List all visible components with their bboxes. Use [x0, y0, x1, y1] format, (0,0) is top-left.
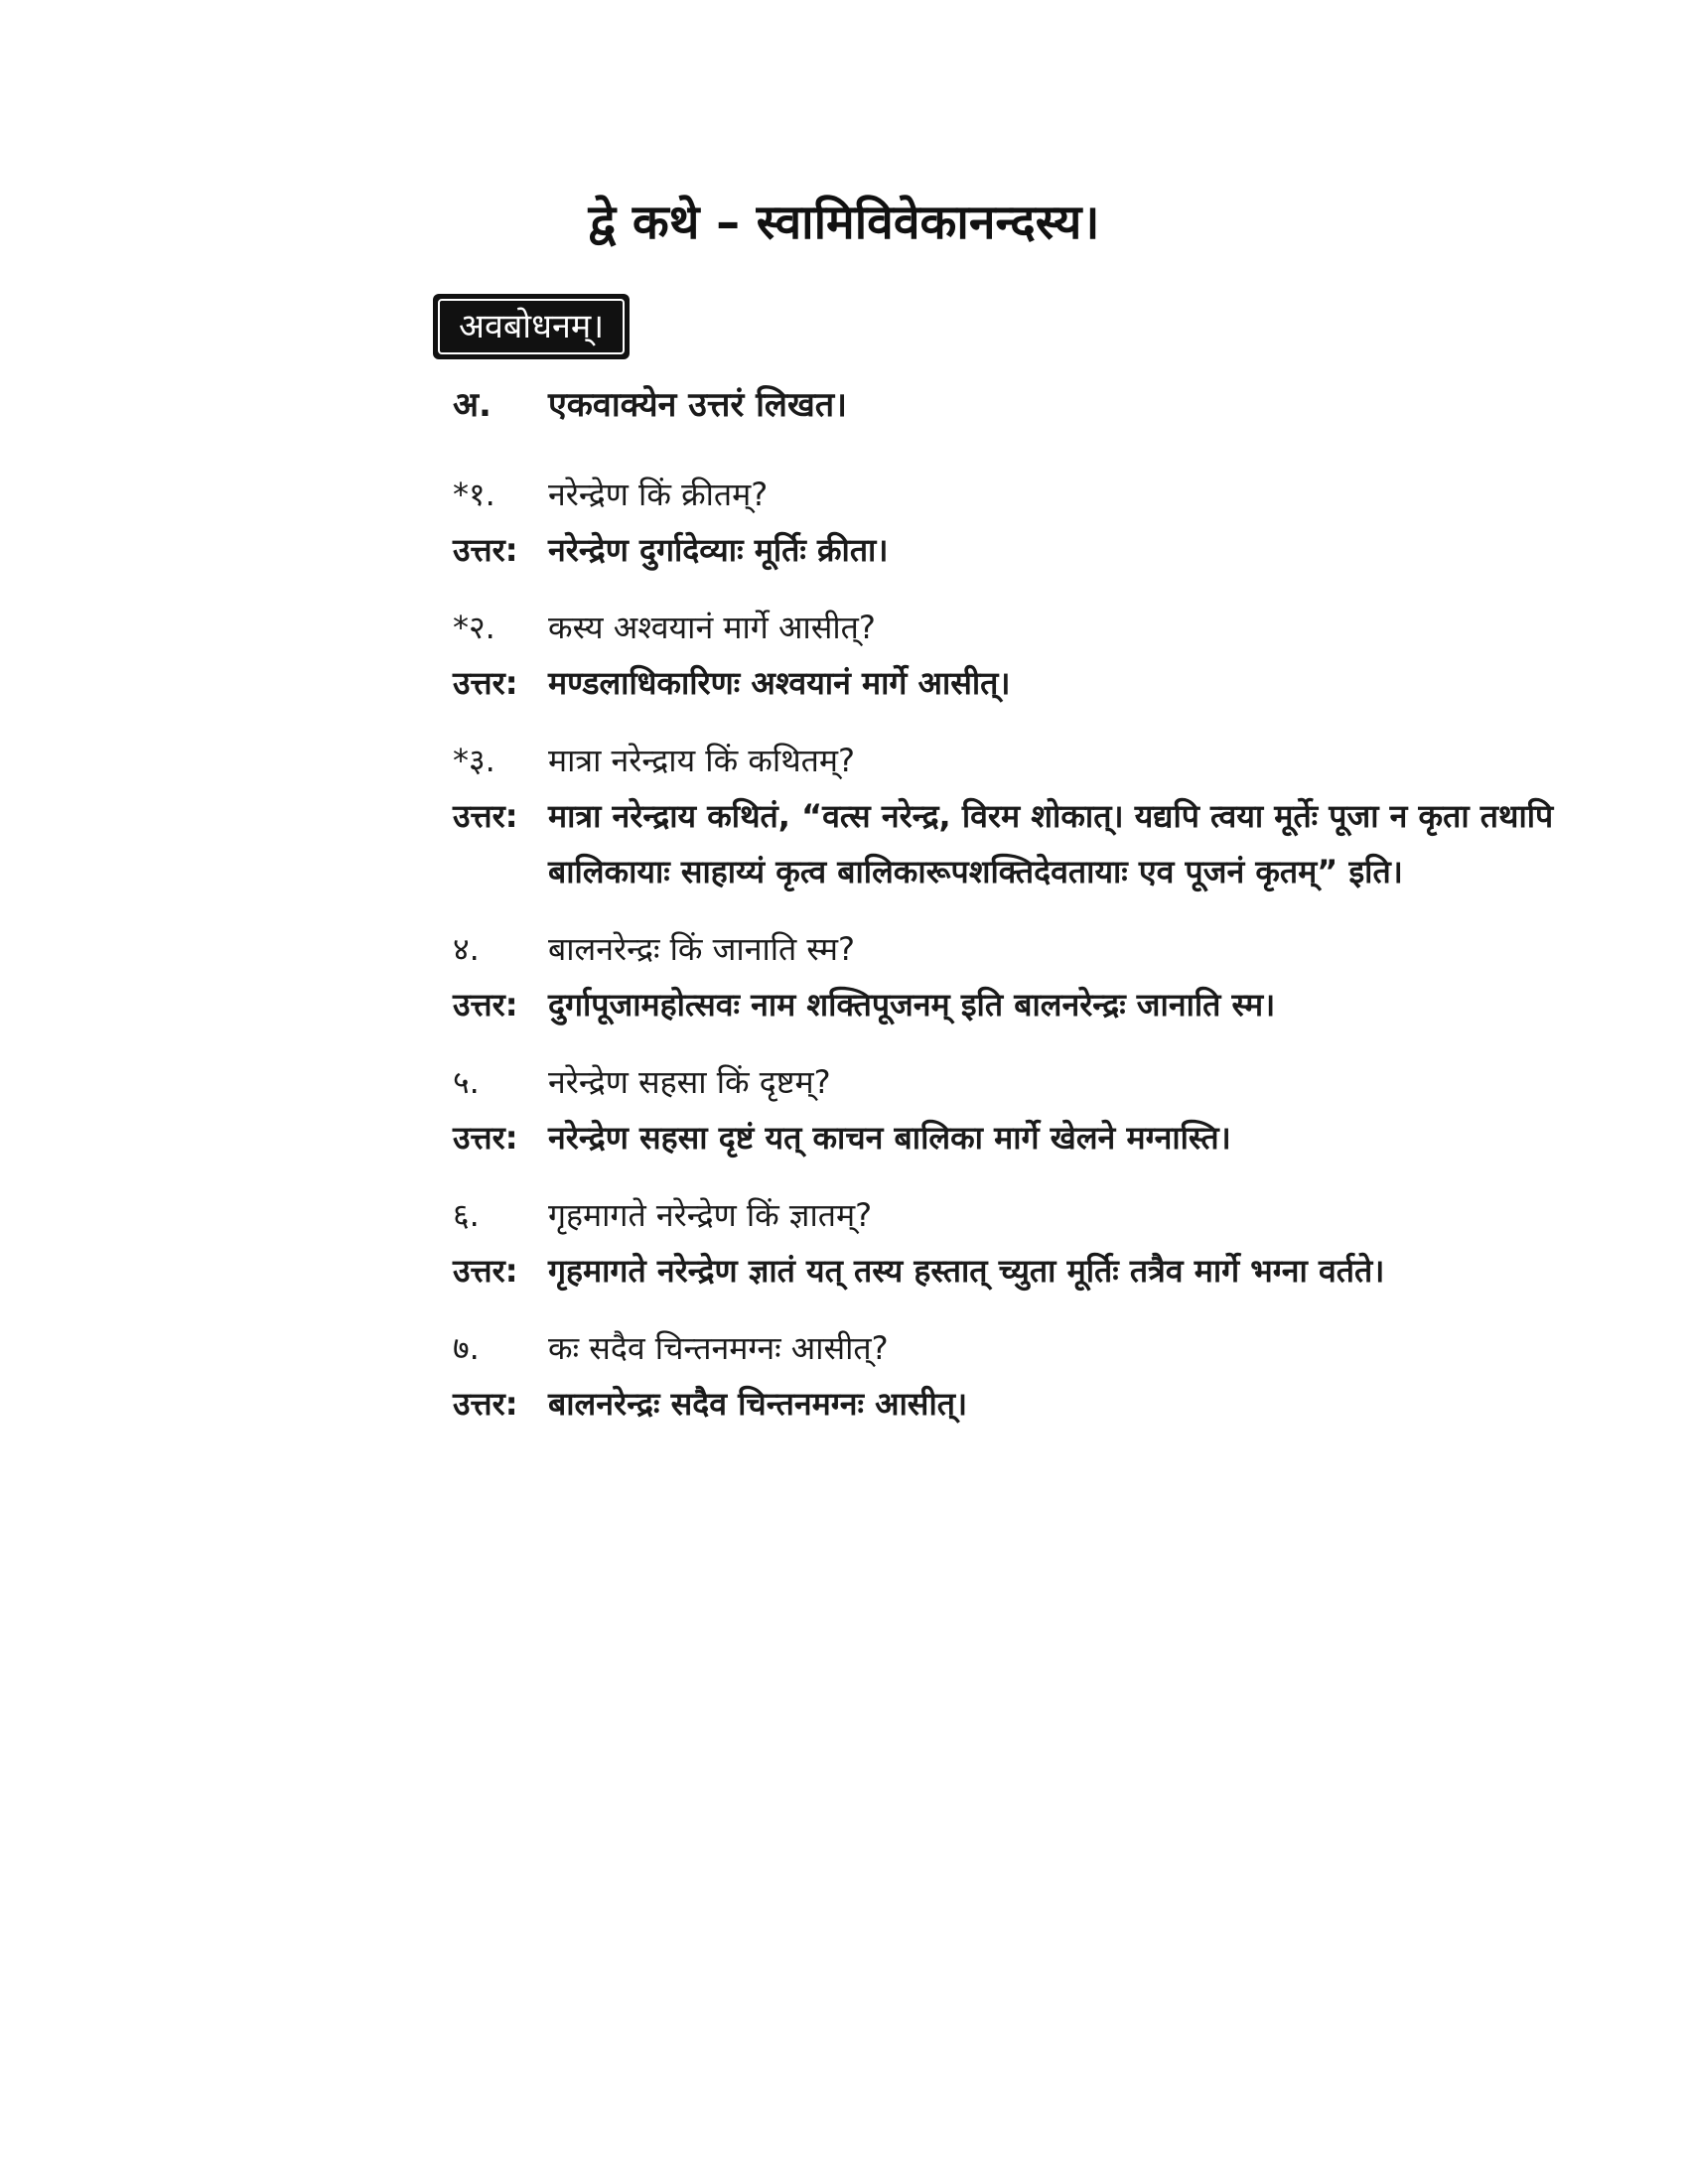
question-number: ६.: [453, 1196, 480, 1234]
qa-item: [453, 467, 1565, 578]
qa-item: [453, 600, 1565, 711]
instruction-text: एकवाक्येन उत्तरं लिखत।: [548, 385, 848, 425]
qa-item: [453, 733, 1565, 899]
answer-text: नरेन्द्रेण सहसा दृष्टं यत् काचन बालिका मार्गे खेलने मग्नास्ति।: [548, 1119, 1231, 1157]
answer-text: दुर्गापूजामहोत्सवः नाम शक्तिपूजनम् इति बालनरेन्द्रः जानाति स्म।: [548, 986, 1276, 1024]
answer: [453, 977, 1565, 1032]
answer-label: उत्तर:: [453, 797, 518, 835]
question-number: ७.: [453, 1329, 480, 1367]
answer-label: उत्तर:: [453, 1385, 518, 1423]
question: [453, 1320, 1565, 1376]
qa-item: [453, 1054, 1565, 1165]
question-text: कः सदैव चिन्तनमग्नः आसीत्?: [548, 1329, 889, 1367]
answer-text: मण्डलाधिकारिणः अश्वयानं मार्गे आसीत्।: [548, 664, 1011, 702]
question: [453, 921, 1565, 977]
question-text: नरेन्द्रेण किं क्रीतम्?: [548, 476, 769, 513]
question-number: *१.: [453, 476, 495, 513]
question-number: *३.: [453, 742, 495, 779]
instruction-mark: अ.: [453, 385, 492, 425]
question-text: गृहमागते नरेन्द्रेण किं ज्ञातम्?: [548, 1196, 873, 1234]
question-number: ४.: [453, 930, 480, 968]
answer-label: उत्तर:: [453, 531, 518, 569]
question: [453, 467, 1565, 522]
answer: [453, 1243, 1565, 1298]
answer-text: गृहमागते नरेन्द्रेण ज्ञातं यत् तस्य हस्तात् च्युता मूर्तिः तत्रैव मार्गे भग्ना वर्तते।: [548, 1252, 1385, 1290]
question-number: ५.: [453, 1063, 480, 1101]
question: [453, 1054, 1565, 1110]
question-text: मात्रा नरेन्द्राय किं कथितम्?: [548, 742, 856, 779]
answer-label: उत्तर:: [453, 664, 518, 702]
answer: [453, 1376, 1565, 1432]
question: [453, 600, 1565, 655]
answer-text: मात्रा नरेन्द्राय कथितं, “वत्स नरेन्द्र, विरम शोकात्। यद्यपि त्वया मूर्तेः पूजा न कृता तथापि बालिकायाः साहाय्यं कृत्व बालिकारूपशक्तिदेवतायाः एव पूजनं कृतम्” इति।: [548, 797, 1554, 890]
answer-label: उत्तर:: [453, 986, 518, 1024]
qa-item: [453, 1187, 1565, 1298]
answer-label: उत्तर:: [453, 1119, 518, 1157]
question: [453, 1187, 1565, 1243]
section-label-text: अवबोधनम्।: [459, 307, 605, 346]
answer: [453, 655, 1565, 711]
question: [453, 733, 1565, 788]
answer-label: उत्तर:: [453, 1252, 518, 1290]
qa-item: [453, 921, 1565, 1032]
question-text: कस्य अश्वयानं मार्गे आसीत्?: [548, 609, 876, 646]
answer-text: नरेन्द्रेण दुर्गादेव्याः मूर्तिः क्रीता।: [548, 531, 889, 569]
question-number: *२.: [453, 609, 495, 646]
question-text: बालनरेन्द्रः किं जानाति स्म?: [548, 930, 856, 968]
answer: [453, 1110, 1565, 1165]
answer-text: बालनरेन्द्रः सदैव चिन्तनमग्नः आसीत्।: [548, 1385, 968, 1423]
question-answer-list: [453, 467, 1565, 1453]
answer: [453, 788, 1565, 899]
page-title: द्वे कथे – स्वामिविवेकानन्दस्य।: [588, 195, 1100, 250]
qa-item: [453, 1320, 1565, 1432]
section-label: [433, 294, 630, 359]
question-text: नरेन्द्रेण सहसा किं दृष्टम्?: [548, 1063, 831, 1101]
answer: [453, 522, 1565, 578]
instruction: [453, 380, 847, 426]
